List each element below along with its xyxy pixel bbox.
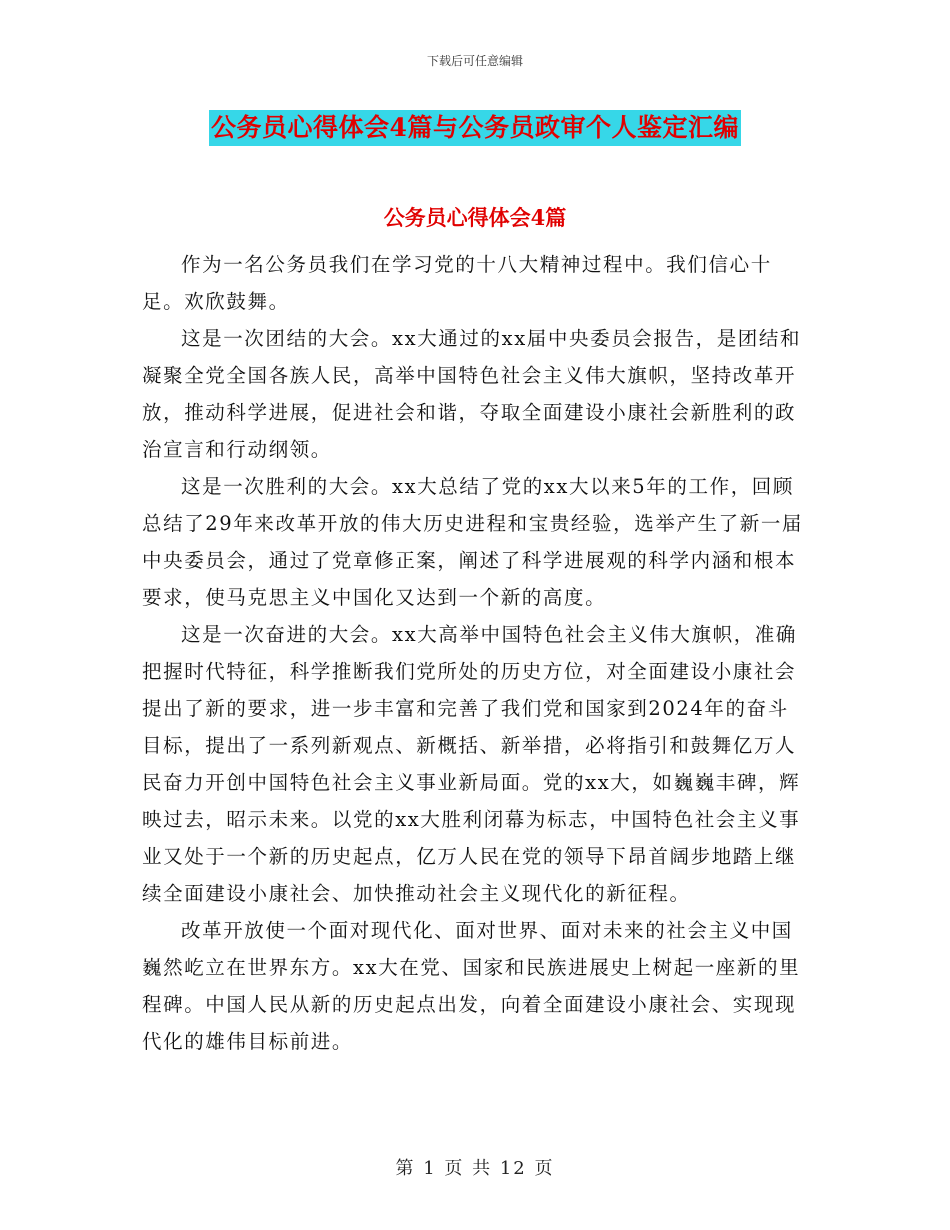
header-note: 下载后可任意编辑	[426, 54, 523, 68]
paragraph: 改革开放使一个面对现代化、面对世界、面对未来的社会主义中国巍然屹立在世界东方。xx大在党、国家和民族进展史上树起一座新的里程碑。中国人民从新的历史起点出发，向着全面建设小康社会、实现现代化的雄伟目标前进。	[142, 919, 801, 1053]
document-title-wrapper	[0, 110, 950, 146]
page-footer: 第 1 页 共 12 页	[395, 1158, 555, 1179]
paragraph: 这是一次奋进的大会。xx大高举中国特色社会主义伟大旗帜，准确把握时代特征，科学推断我们党所处的历史方位，对全面建设小康社会提出了新的要求，进一步丰富和完善了我们党和国家到2024年的奋斗目标，提出了一系列新观点、新概括、新举措，必将指引和鼓舞亿万人民奋力开创中国特色社会主义事业新局面。党的xx大，如巍巍丰碑，辉映过去，昭示未来。以党的xx大胜利闭幕为标志，中国特色社会主义事业又处于一个新的历史起点，亿万人民在党的领导下昂首阔步地踏上继续全面建设小康社会、加快推动社会主义现代化的新征程。	[142, 623, 801, 905]
document-body	[142, 246, 808, 1060]
document-title: 公务员心得体会4篇与公务员政审个人鉴定汇编	[209, 110, 741, 146]
section-subtitle: 公务员心得体会4篇	[383, 205, 567, 230]
paragraph: 这是一次胜利的大会。xx大总结了党的xx大以来5年的工作，回顾总结了29年来改革开放的伟大历史进程和宝贵经验，选举产生了新一届中央委员会，通过了党章修正案，阐述了科学进展观的科学内涵和根本要求，使马克思主义中国化又达到一个新的高度。	[142, 475, 804, 609]
paragraph: 作为一名公务员我们在学习党的十八大精神过程中。我们信心十足。欢欣鼓舞。	[142, 253, 772, 313]
paragraph: 这是一次团结的大会。xx大通过的xx届中央委员会报告，是团结和凝聚全党全国各族人民，高举中国特色社会主义伟大旗帜，坚持改革开放，推动科学进展，促进社会和谐，夺取全面建设小康社会新胜利的政治宣言和行动纲领。	[142, 327, 802, 461]
